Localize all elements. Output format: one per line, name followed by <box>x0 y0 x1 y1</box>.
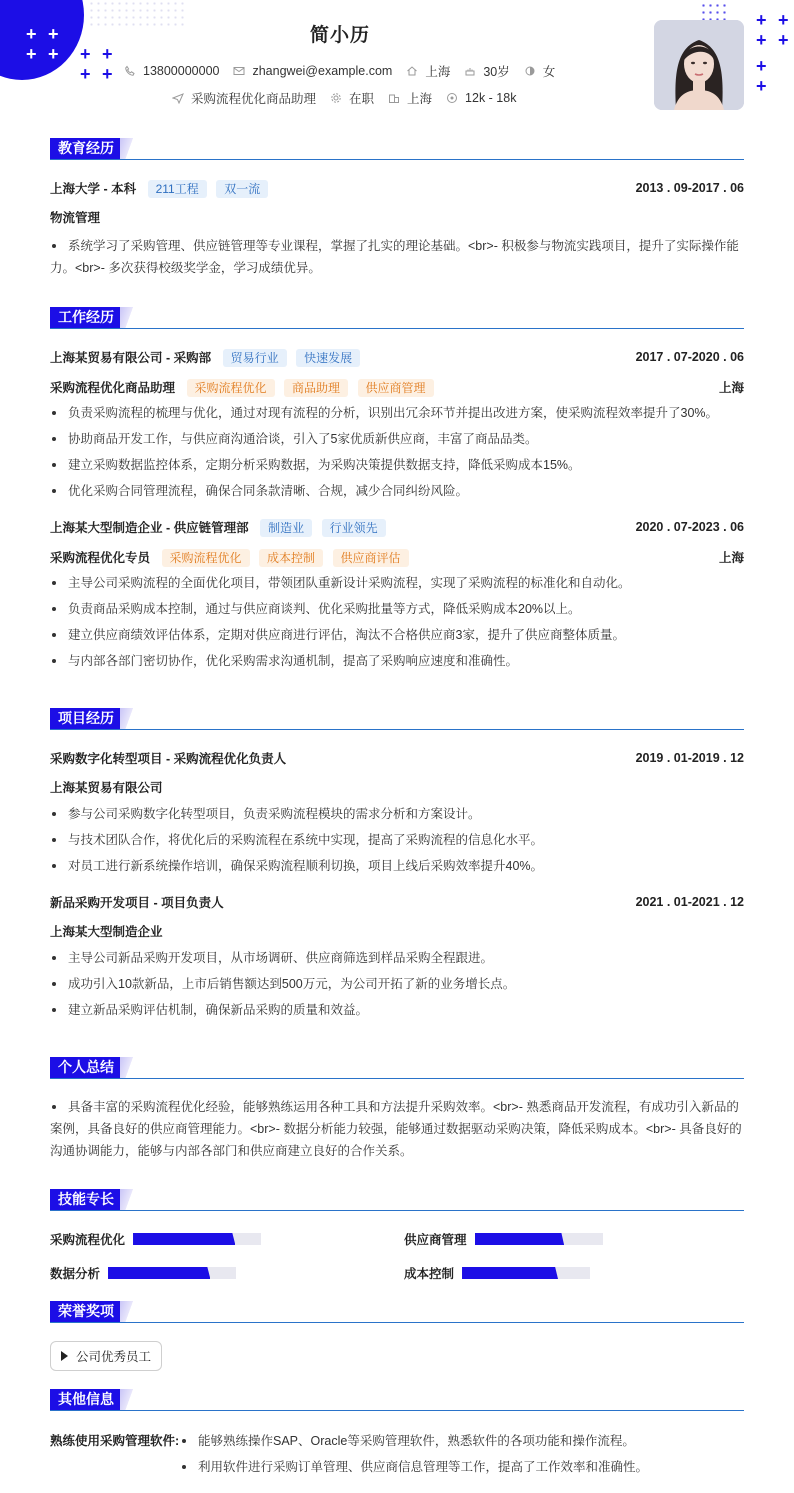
coin-icon <box>446 92 458 104</box>
summary-section <box>50 1057 744 1162</box>
award-item[interactable] <box>50 1341 162 1371</box>
education-date: 2013 . 09-2017 . 06 <box>635 181 744 195</box>
skill-item <box>404 1230 603 1248</box>
other-info-label: 熟练使用采购管理软件: <box>50 1434 180 1448</box>
list-item: 建立新品采购评估机制，确保新品采购的质量和效益。 <box>50 997 744 1023</box>
education-section <box>50 138 744 279</box>
position-name: 采购流程优化专员 <box>50 550 151 565</box>
plus-pattern-icon: + + + + <box>80 44 113 84</box>
list-item: 利用软件进行采购订单管理、供应商信息管理等工作，提高了工作效率和准确性。 <box>180 1454 648 1480</box>
list-item: 与内部各部门密切协作，优化采购需求沟通机制，提高了采购响应速度和准确性。 <box>50 648 744 674</box>
section-title: 工作经历 <box>50 307 122 328</box>
list-item: 建立采购数据监控体系，定期分析采购数据，为采购决策提供数据支持，降低采购成本15%。 <box>50 452 744 478</box>
section-header <box>50 1057 744 1079</box>
target-city-item: 上海 <box>388 89 432 107</box>
major-name: 物流管理 <box>50 211 101 225</box>
phone-icon <box>124 65 136 77</box>
position-row <box>50 548 744 566</box>
list-item: 负责采购流程的梳理与优化，通过对现有流程的分析，识别出冗余环节并提出改进方案，使采购流程效率提升了30%。 <box>50 400 744 426</box>
list-item: 优化采购合同管理流程，确保合同条款清晰、合规，减少合同纠纷风险。 <box>50 478 744 504</box>
plus-pattern-icon: + + + + <box>756 10 789 50</box>
project-entry-header <box>50 893 744 911</box>
company-tag: 快速发展 <box>296 349 360 367</box>
education-entry-header <box>50 179 744 197</box>
work-entry-header <box>50 518 744 536</box>
work-city: 上海 <box>718 551 744 565</box>
company-tag: 贸易行业 <box>223 349 287 367</box>
caret-right-icon <box>61 1351 68 1361</box>
project-entry-header <box>50 749 744 767</box>
portrait-image <box>654 20 744 110</box>
skill-bar <box>475 1233 603 1245</box>
school-name: 上海大学 - 本科 <box>50 181 137 196</box>
email-item: zhangwei@example.com <box>233 64 392 78</box>
skill-item <box>50 1230 261 1248</box>
contact-row <box>124 62 569 80</box>
section-title: 荣誉奖项 <box>50 1301 122 1322</box>
summary-text: 具备丰富的采购流程优化经验，能够熟练运用各种工具和方法提升采购效率。<br>- 熟悉商品开发流程，有成功引入新品的案例，具备良好的供应商管理能力。<br>- 数据分析能力较强，能够通过数据驱动采购决策，降低采购成本。<br>- 具备良好的沟通协调能力，能够与内部各部门和供应商建立良好的合作关系。 <box>50 1100 742 1158</box>
list-item: 负责商品采购成本控制，通过与供应商谈判、优化采购批量等方式，降低采购成本20%以上。 <box>50 596 744 622</box>
work-bullets <box>50 400 744 504</box>
gear-icon <box>330 92 342 104</box>
resume-name: 简小历 <box>309 25 370 46</box>
plus-pattern-icon: + + <box>756 56 767 96</box>
position-tag: 供应商评估 <box>333 549 409 567</box>
skill-bar <box>108 1267 236 1279</box>
city-item: 上海 <box>406 62 450 80</box>
work-date: 2017 . 07-2020 . 06 <box>635 350 744 364</box>
position-tag: 供应商管理 <box>358 379 434 397</box>
skill-fill <box>133 1233 235 1245</box>
skill-fill <box>462 1267 558 1279</box>
skill-name: 成本控制 <box>404 1267 455 1281</box>
company-name: 上海某贸易有限公司 - 采购部 <box>50 350 212 365</box>
section-title: 其他信息 <box>50 1389 122 1410</box>
position-tag: 采购流程优化 <box>162 549 250 567</box>
skill-name: 采购流程优化 <box>50 1233 126 1247</box>
cake-icon <box>464 65 476 77</box>
section-header <box>50 307 744 329</box>
section-title: 技能专长 <box>50 1189 122 1210</box>
section-header <box>50 1301 744 1323</box>
skill-fill <box>108 1267 210 1279</box>
mail-icon <box>233 65 245 77</box>
section-header <box>50 1389 744 1411</box>
position-tag: 商品助理 <box>284 379 348 397</box>
section-title: 教育经历 <box>50 138 122 159</box>
section-title: 项目经历 <box>50 708 122 729</box>
position-name: 采购流程优化商品助理 <box>50 380 176 395</box>
work-date: 2020 . 07-2023 . 06 <box>635 520 744 534</box>
project-date: 2019 . 01-2019 . 12 <box>635 751 744 765</box>
skill-item <box>404 1264 590 1282</box>
skill-bar <box>462 1267 590 1279</box>
project-name: 新品采购开发项目 - 项目负责人 <box>50 896 224 910</box>
age-item: 30岁 <box>464 62 509 80</box>
section-header <box>50 138 744 160</box>
work-section <box>50 307 744 674</box>
project-org: 上海某贸易有限公司 <box>50 781 163 795</box>
position-tag: 采购流程优化 <box>187 379 275 397</box>
work-bullets <box>50 570 744 674</box>
company-tag: 制造业 <box>260 519 312 537</box>
school-tag: 211工程 <box>148 180 207 198</box>
skills-section <box>50 1189 744 1289</box>
salary-item: 12k - 18k <box>446 91 516 105</box>
list-item: 协助商品开发工作，与供应商沟通洽谈，引入了5家优质新供应商，丰富了商品品类。 <box>50 426 744 452</box>
status-item: 在职 <box>330 89 374 107</box>
section-title: 个人总结 <box>50 1057 122 1078</box>
project-bullets <box>50 945 744 1023</box>
list-item: 主导公司采购流程的全面优化项目，带领团队重新设计采购流程，实现了采购流程的标准化和自动化。 <box>50 570 744 596</box>
phone-item: 13800000000 <box>124 64 219 78</box>
building-icon <box>388 92 400 104</box>
awards-section <box>50 1301 744 1373</box>
list-item: 成功引入10款新品，上市后销售额达到500万元，为公司开拓了新的业务增长点。 <box>50 971 744 997</box>
list-item: 参与公司采购数字化转型项目，负责采购流程模块的需求分析和方案设计。 <box>50 801 744 827</box>
gender-item: 女 <box>524 62 556 80</box>
project-name: 采购数字化转型项目 - 采购流程优化负责人 <box>50 752 287 766</box>
company-tag: 行业领先 <box>322 519 386 537</box>
position-row <box>50 378 744 396</box>
send-icon <box>172 92 184 104</box>
award-name: 公司优秀员工 <box>76 1350 152 1364</box>
list-item: 对员工进行新系统操作培训，确保采购流程顺利切换，项目上线后采购效率提升40%。 <box>50 853 744 879</box>
skill-bar <box>133 1233 261 1245</box>
target-job-item: 采购流程优化商品助理 <box>172 89 316 107</box>
skill-name: 数据分析 <box>50 1267 101 1281</box>
section-header <box>50 708 744 730</box>
list-item: 能够熟练操作SAP、Oracle等采购管理软件，熟悉软件的各项功能和操作流程。 <box>180 1428 648 1454</box>
other-info-row <box>50 1428 744 1480</box>
gender-icon <box>524 65 536 77</box>
profile-photo <box>654 20 744 110</box>
plus-pattern-icon: + + + + <box>26 24 59 64</box>
project-bullets <box>50 801 744 879</box>
skill-item <box>50 1264 236 1282</box>
project-date: 2021 . 01-2021 . 12 <box>635 895 744 909</box>
project-org: 上海某大型制造企业 <box>50 925 163 939</box>
section-header <box>50 1189 744 1211</box>
skill-fill <box>475 1233 565 1245</box>
other-bullets <box>180 1428 648 1480</box>
education-description: 系统学习了采购管理、供应链管理等专业课程，掌握了扎实的理论基础。<br>- 积极参与物流实践项目，提升了实际操作能力。<br>- 多次获得校级奖学金，学习成绩优异。 <box>50 239 739 275</box>
projects-section <box>50 708 744 1023</box>
other-section <box>50 1389 744 1480</box>
skill-name: 供应商管理 <box>404 1233 467 1247</box>
work-entry-header <box>50 348 744 366</box>
school-tag: 双一流 <box>216 180 268 198</box>
job-intent-row <box>172 89 530 107</box>
list-item: 与技术团队合作，将优化后的采购流程在系统中实现，提高了采购流程的信息化水平。 <box>50 827 744 853</box>
list-item: 建立供应商绩效评估体系，定期对供应商进行评估，淘汰不合格供应商3家，提升了供应商整体质量。 <box>50 622 744 648</box>
company-name: 上海某大型制造企业 - 供应链管理部 <box>50 520 249 535</box>
position-tag: 成本控制 <box>259 549 323 567</box>
home-icon <box>406 65 418 77</box>
list-item: 主导公司新品采购开发项目，从市场调研、供应商筛选到样品采购全程跟进。 <box>50 945 744 971</box>
work-city: 上海 <box>718 381 744 395</box>
